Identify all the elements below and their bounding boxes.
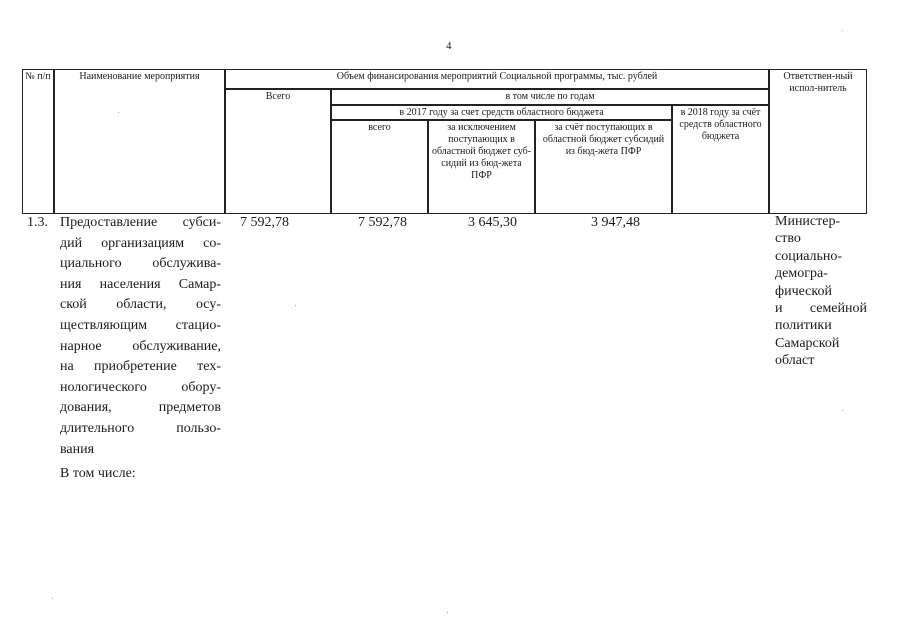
row-name-line: Предоставление субси- (60, 215, 221, 230)
row-number: 1.3. (27, 215, 48, 230)
row-name-line: ния населения Самар- (60, 276, 221, 292)
header-2017-pfr-text: за счёт поступающих в областной бюджет субсидий из бюд-жета ПФР (542, 122, 665, 157)
row-name-line: ской области, осу- (60, 297, 221, 313)
scan-speck (118, 112, 119, 113)
header-2017-excluding-text: за исключением поступающих в областной бюджет суб-сидий из бюд-жета ПФР (431, 122, 532, 181)
header-2017-text: в 2017 году за счет средств областного бюджета (399, 107, 604, 118)
row-name-line: на приобретение тех- (60, 359, 221, 375)
value-2017-excluding: 3 645,30 (468, 215, 517, 230)
header-responsible-text: Ответствен-ный испол-нитель (783, 71, 853, 94)
header-2017-pfr (535, 120, 672, 214)
value-2017-all: 7 592,78 (358, 215, 407, 230)
responsible-line: политики (775, 318, 832, 334)
scan-speck (295, 305, 296, 306)
row-name-line: циального обслужива- (60, 256, 221, 272)
header-total (225, 89, 331, 214)
header-2018-text: в 2018 году за счёт средств областного бюджета (679, 107, 762, 142)
scan-speck (447, 612, 448, 613)
header-financing-text: Объем финансирования мероприятий Социальной программы, тыс. рублей (336, 71, 658, 82)
including-label: В том числе: (60, 466, 136, 481)
header-num (22, 69, 54, 214)
header-num-text: № п/п (25, 71, 51, 82)
responsible-line: Самарской (775, 335, 840, 351)
row-name-line: ществляющим стацио- (60, 317, 221, 333)
header-2017-all-text: всего (368, 122, 391, 133)
row-name-line: нологического обору- (60, 379, 221, 395)
scan-speck (842, 30, 843, 31)
responsible-line: Министер- (775, 214, 841, 229)
responsible-line: социально- (775, 248, 843, 264)
page-number: 4 (446, 40, 452, 52)
header-responsible (769, 69, 867, 214)
row-name-line: дий организациям со- (60, 235, 221, 251)
responsible-executor (775, 213, 867, 370)
scan-speck (52, 598, 53, 599)
row-name-line: вания (60, 441, 95, 457)
responsible-line: ство (775, 231, 801, 247)
header-2017-excluding (428, 120, 535, 214)
responsible-line: фической (775, 283, 832, 299)
header-by-years-text: в том числе по годам (505, 91, 595, 102)
header-name-text: Наименование мероприятия (79, 71, 200, 82)
value-total: 7 592,78 (240, 215, 289, 230)
row-name-line: нарное обслуживание, (60, 338, 221, 354)
scan-speck (842, 410, 843, 411)
header-financing (225, 69, 769, 89)
row-name-line: длительного пользо- (60, 420, 221, 436)
responsible-line: област (775, 353, 815, 369)
header-2017 (331, 105, 672, 120)
responsible-line: и семейной (775, 301, 867, 317)
value-2017-pfr: 3 947,48 (591, 215, 640, 230)
header-2017-all (331, 120, 428, 214)
header-total-text: Всего (265, 91, 291, 102)
header-name (54, 69, 225, 214)
responsible-line: демогра- (775, 266, 828, 282)
row-name-line: дования, предметов (60, 400, 221, 416)
row-name (60, 213, 221, 460)
header-2018 (672, 105, 769, 214)
header-by-years (331, 89, 769, 105)
